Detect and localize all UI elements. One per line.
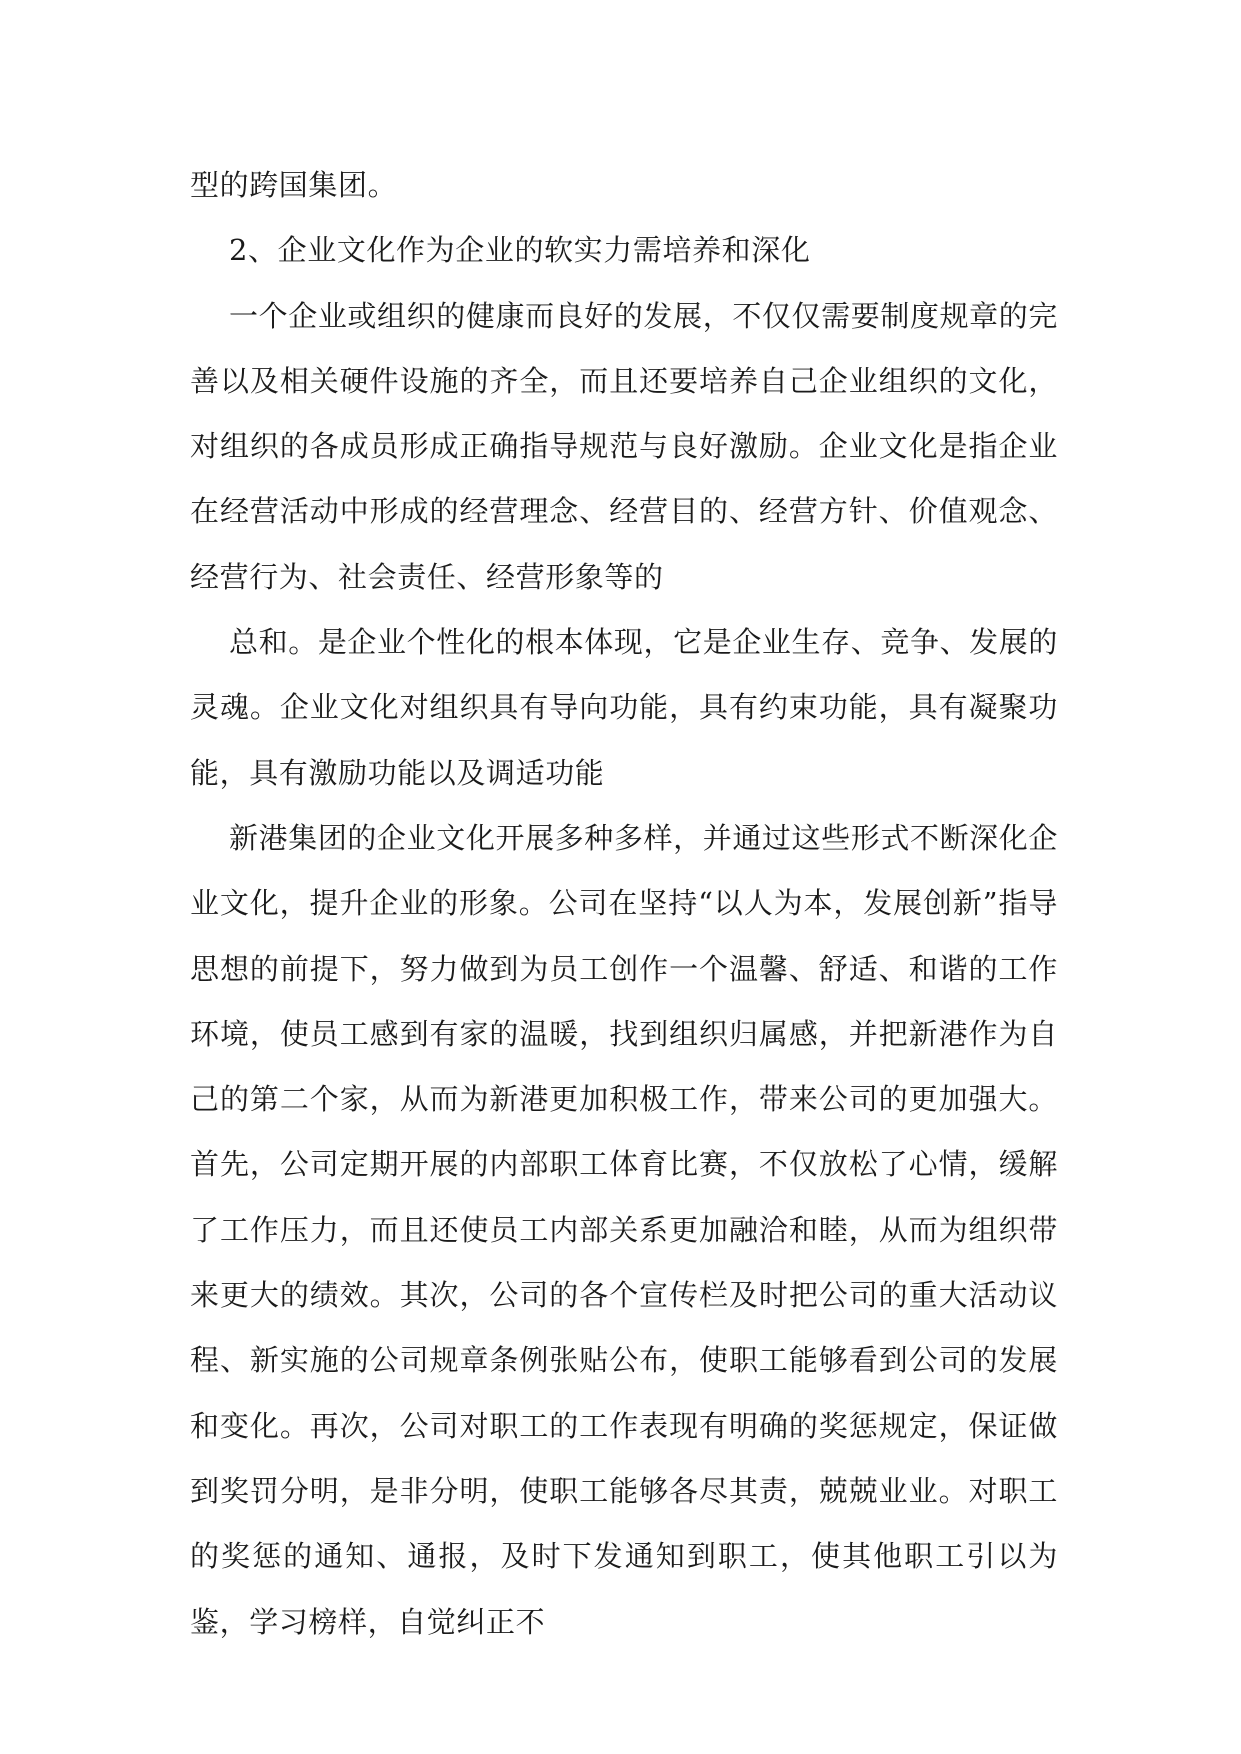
paragraph: 一个企业或组织的健康而良好的发展，不仅仅需要制度规章的完善以及相关硬件设施的齐全，而且还要培养自己企业组织的文化，对组织的各成员形成正确指导规范与良好激励。企业文化是指企业在经营活动中形成的经营理念、经营目的、经营方针、价值观念、经营行为、社会责任、经营形象等的	[190, 298, 1058, 594]
section-heading: 2、企业文化作为企业的软实力需培养和深化	[229, 233, 811, 268]
paragraph-continuation: 型的跨国集团。	[190, 168, 398, 202]
paragraph: 新港集团的企业文化开展多种多样，并通过这些形式不断深化企业文化，提升企业的形象。公司在坚持“以人为本，发展创新”指导思想的前提下，努力做到为员工创作一个温馨、舒适、和谐的工作环境，使员工感到有家的温暖，找到组织归属感，并把新港作为自己的第二个家，从而为新港更加积极工作，带来公司的更加强大。首先，公司定期开展的内部职工体育比赛，不仅放松了心情，缓解了工作压力，而且还使员工内部关系更加融洽和睦，从而为组织带来更大的绩效。其次，公司的各个宣传栏及时把公司的重大活动议程、新实施的公司规章条例张贴公布，使职工能够看到公司的发展和变化。再次，公司对职工的工作表现有明确的奖惩规定，保证做到奖罚分明，是非分明，使职工能够各尽其责，兢兢业业。对职工的奖惩的通知、通报，及时下发通知到职工，使其他职工引以为鉴，学习榜样，自觉纠正不	[190, 820, 1058, 1639]
paragraph: 总和。是企业个性化的根本体现，它是企业生存、竞争、发展的灵魂。企业文化对组织具有导向功能，具有约束功能，具有凝聚功能，具有激励功能以及调适功能	[190, 625, 1058, 790]
document-body	[190, 153, 1058, 1655]
